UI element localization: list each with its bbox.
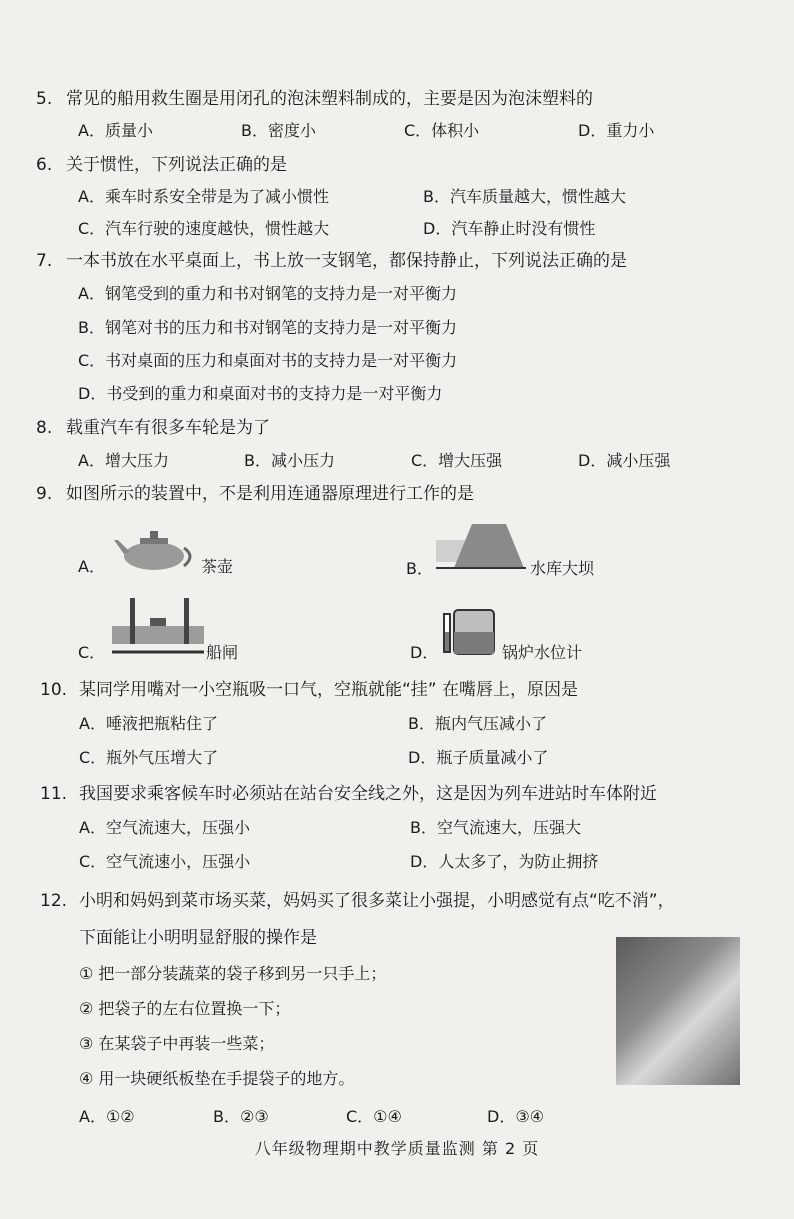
option-c: C．体积小 [404, 121, 480, 140]
option-d: D．书受到的重力和桌面对书的支持力是一对平衡力 [78, 384, 443, 403]
page-footer: 八年级物理期中教学质量监测 第 2 页 [254, 1139, 540, 1158]
figure-caption: 水库大坝 [530, 559, 595, 578]
figure-caption: 船闸 [206, 643, 239, 662]
statement-item: ④ 用一块硬纸板垫在手提袋子的地方。 [79, 1069, 355, 1088]
question-stem: 小明和妈妈到菜市场买菜，妈妈买了很多菜让小强提，小明感觉有点“吃不消”， [79, 891, 675, 911]
question-stem: 某同学用嘴对一小空瓶吸一口气，空瓶就能“挂” 在嘴唇上，原因是 [79, 680, 579, 700]
question-stem: 一本书放在水平桌面上，书上放一支钢笔，都保持静止，下列说法正确的是 [66, 251, 627, 271]
question-number: 7. [36, 251, 53, 271]
question-stem: 关于惯性，下列说法正确的是 [66, 155, 287, 175]
option-d: D．汽车静止时没有惯性 [423, 219, 596, 238]
option-d: D．人太多了，为防止拥挤 [410, 852, 599, 871]
question-stem: 如图所示的装置中，不是利用连通器原理进行工作的是 [66, 484, 474, 504]
option-a: A． [78, 557, 105, 576]
question-stem: 载重汽车有很多车轮是为了 [66, 418, 270, 438]
question-stem: 常见的船用救生圈是用闭孔的泡沫塑料制成的，主要是因为泡沫塑料的 [66, 89, 593, 109]
question-stem: 我国要求乘客候车时必须站在站台安全线之外，这是因为列车进站时车体附近 [79, 784, 657, 804]
statement-item: ① 把一部分装蔬菜的袋子移到另一只手上； [79, 964, 387, 983]
option-a: A．唾液把瓶粘住了 [79, 714, 218, 733]
question-stem-continued: 下面能让小明明显舒服的操作是 [79, 928, 317, 948]
option-a: A．增大压力 [78, 451, 169, 470]
option-b: B．②③ [213, 1107, 269, 1126]
option-c: C． [78, 643, 106, 662]
option-c: C．①④ [346, 1107, 402, 1126]
option-a: A．质量小 [78, 121, 153, 140]
dam-figure [436, 520, 526, 572]
option-d: D．③④ [487, 1107, 545, 1126]
option-b: B．钢笔对书的压力和书对钢笔的支持力是一对平衡力 [78, 318, 457, 337]
question-number: 10. [40, 680, 68, 700]
option-b: B．空气流速大，压强大 [410, 818, 581, 837]
question-number: 5. [36, 89, 53, 109]
option-d: D．重力小 [578, 121, 655, 140]
statement-item: ③ 在某袋子中再装一些菜； [79, 1034, 275, 1053]
question-number: 12. [40, 891, 68, 911]
option-a: A．空气流速大，压强小 [79, 818, 250, 837]
question-number: 9. [36, 484, 53, 504]
option-d: D．瓶子质量减小了 [408, 748, 549, 767]
option-b: B．减小压力 [244, 451, 335, 470]
option-a: A．乘车时系安全带是为了减小惯性 [78, 187, 329, 206]
question-number: 6. [36, 155, 53, 175]
ship-lock-figure [112, 596, 206, 658]
option-c: C．瓶外气压增大了 [79, 748, 219, 767]
question-number: 11. [40, 784, 68, 804]
option-c: C．书对桌面的压力和桌面对书的支持力是一对平衡力 [78, 351, 458, 370]
option-c: C．增大压强 [411, 451, 503, 470]
figure-caption: 茶壶 [201, 557, 234, 576]
option-b: B．汽车质量越大，惯性越大 [423, 187, 626, 206]
question-number: 8. [36, 418, 53, 438]
option-c: C．汽车行驶的速度越快，惯性越大 [78, 219, 330, 238]
option-b: B． [406, 559, 433, 578]
boiler-gauge-figure [442, 604, 496, 660]
hand-carrying-bags-photo [616, 937, 740, 1085]
teapot-figure [112, 526, 198, 574]
option-c: C．空气流速小，压强小 [79, 852, 251, 871]
statement-item: ② 把袋子的左右位置换一下； [79, 999, 291, 1018]
option-a: A．钢笔受到的重力和书对钢笔的支持力是一对平衡力 [78, 284, 457, 303]
option-d: D．减小压强 [578, 451, 671, 470]
figure-caption: 锅炉水位计 [502, 643, 583, 662]
option-b: B．瓶内气压减小了 [408, 714, 547, 733]
option-a: A．①② [79, 1107, 135, 1126]
option-b: B．密度小 [241, 121, 316, 140]
option-d: D． [410, 643, 439, 662]
